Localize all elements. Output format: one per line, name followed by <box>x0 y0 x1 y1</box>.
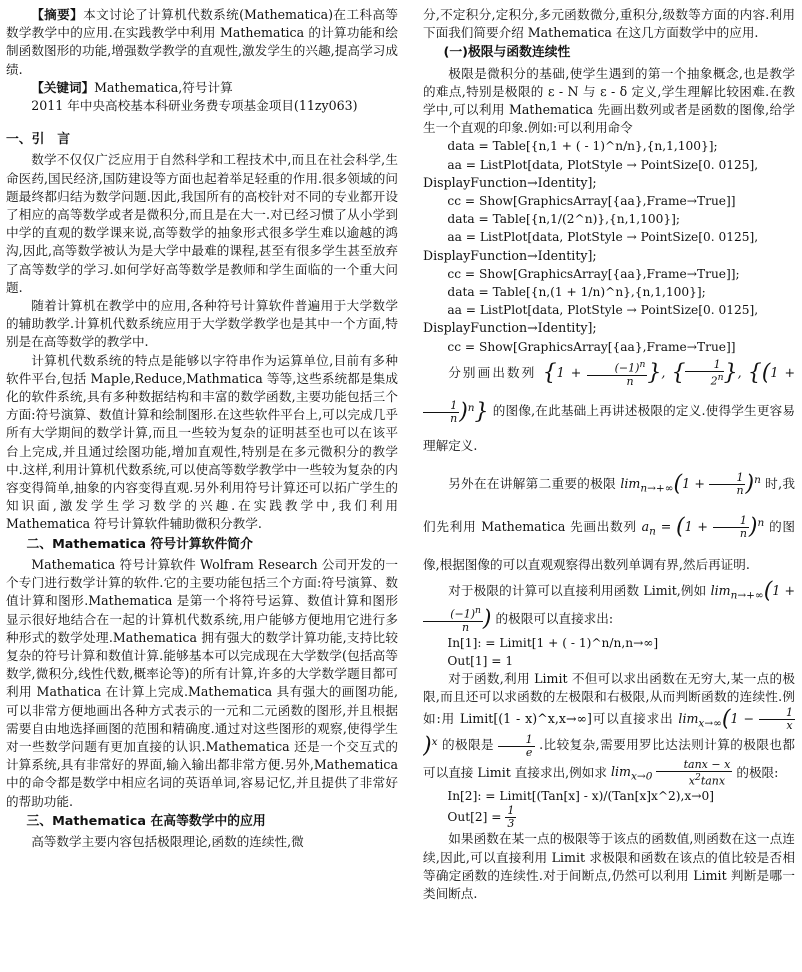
abstract-body: 本文讨论了计算机代数系统(Mathematica)在工科高等数学教学中的应用.在实践教学中利用 Mathematica 的计算功能和绘制函数图形的功能,增强数学教学的直观性,激发学生的兴趣,提高学习成绩. <box>6 7 398 77</box>
subsection-1-paragraph-1: 极限是微积分的基础,使学生遇到的第一个抽象概念,也是教学的难点,特别是极限的 ε - N 与 ε - δ 定义,学生理解比较困难.在教学中,可以利用 Mathematica 先画出数列或者是函数的图像,给学生一个直观的印象.例如:可以利用命令 <box>423 65 795 136</box>
code-line: data = Table[{n,1/(2^n)},{n,1,100}]; <box>447 212 680 227</box>
left-column <box>6 6 398 851</box>
important-limit-paragraph <box>423 463 795 582</box>
code-line: DisplayFunction→Identity]; <box>423 174 597 190</box>
abstract <box>6 6 398 79</box>
one-third-formula: $\frac{1}{3}$ <box>507 804 515 831</box>
code-line: aa = ListPlot[data, PlotStyle → PointSize[0. 0125], <box>447 230 759 245</box>
function-limit-formula: $\lim_{x\to\infty}(1$ − $\frac{1}{x}$ )$^x$ <box>423 705 793 758</box>
section-1-paragraph-2: 随着计算机在教学中的应用,各种符号计算软件普遍用于大学数学的辅助教学.计算机代数系统应用于大学数学教学也是其中一个方面,特别是在高等数学的教学中. <box>6 298 398 350</box>
code-line: aa = ListPlot[data, PlotStyle → PointSize[0. 0125], <box>447 157 759 172</box>
important-limit-text-c: 的图像,根据图像的可以直观观察得出数列单调有界,然后再证明. <box>423 518 795 573</box>
section-3-title: 三、Mathematica 在高等数学中的应用 <box>26 813 266 829</box>
section-3-paragraph-1: 高等数学主要内容包括极限理论,函数的连续性,微 <box>31 833 304 849</box>
one-over-e-formula: $\frac{1}{e}$ <box>498 738 534 753</box>
subsection-1-title: (一)极限与函数连续性 <box>443 45 571 61</box>
keywords-tag: 【关键词】 <box>31 79 95 95</box>
code-line: data = Table[{n,1 + ( - 1)^n/n},{n,1,100}]; <box>447 139 718 154</box>
section-2-title: 二、Mathematica 符号计算软件简介 <box>26 536 253 552</box>
right-column <box>423 6 795 903</box>
output-line <box>423 805 795 830</box>
keywords-body: Mathematica,符号计算 <box>94 79 233 95</box>
continued-paragraph: 分,不定积分,定积分,多元函数微分,重积分,级数等方面的内容.利用下面我们简要介绍 Mathematica 在这几方面数学中的应用. <box>423 7 795 41</box>
function-limit-paragraph <box>423 670 795 787</box>
function-limit-text-b: 的极限是 <box>441 737 495 753</box>
fund-note: 2011 年中央高校基本科研业务费专项基金项目(11zy063) <box>31 98 358 114</box>
important-limit-formula: $\lim_{n\to+\infty}(1$ + $\frac{1}{n}$ )$^n$ <box>620 471 761 498</box>
sequences-paragraph <box>423 356 795 463</box>
keywords <box>6 79 398 97</box>
lhopital-formula: $\lim_{x\to 0}$ $\frac{\tan x - x}{x^2\tan x}$ <box>610 757 731 788</box>
sequences-suffix: 的图像,在此基础上再讲述极限的定义.使得学生更容易理解定义. <box>423 403 795 454</box>
limit-calc-text-a: 对于极限的计算可以直接利用函数 Limit,例如 <box>448 583 707 599</box>
input-line: In[2]: = Limit[(Tan[x] - x)/(Tan[x]x^2),x→0] <box>447 789 715 804</box>
important-limit-text-b: 时,我们先利用 Mathematica 先画出数列 <box>423 476 795 534</box>
function-limit-text-a: 对于函数,利用 Limit 不但可以求出函数在无穷大,某一点的极限,而且还可以求函数的左极限和右极限,从而判断函数的连续性.例如:用 Limit[(1 - x)^x,x→∞]可以直接求出 <box>423 671 795 726</box>
code-line: cc = Show[GraphicsArray[{aa},Frame→True]] <box>447 339 736 354</box>
limit-example-formula: $\lim_{n\to+\infty}(1$ + $\frac{(-1)^n}{n}$ ) <box>423 583 795 626</box>
code-line: cc = Show[GraphicsArray[{aa},Frame→True]]; <box>447 266 740 281</box>
code-line: DisplayFunction→Identity]; <box>423 247 597 263</box>
important-limit-text-a: 另外在在讲解第二重要的极限 <box>448 476 617 492</box>
limit-calc-text-b: 的极限可以直接求出: <box>495 611 614 626</box>
section-2-paragraph-1: Mathematica 符号计算软件 Wolfram Research 公司开发的一个专门进行数学计算的软件.它的主要功能包括三个方面:符号演算、数值计算和图形.Mathematica 是第一个将符号运算、数值计算和图形显示很好地结合在一起的计算机代数系统,用户能够方便地用它进行多种形式的数学处理.Mathematica 拥有强大的数学计算功能,支持比较复杂的符号计算和数值计算.能够基本可以完成现在大学数学(包括高等数学,微积分,线性代数,概率论等)的所有计算,许多的大学数学题目都可利用 Mathatica 在计算上完成.Mathematica 具有强大的画图功能,可以非常方便地画出各种方式表示的一元和二元函数的图形,并且根据需要自由地选择画图的范围和精确度.通过对这些图形的观察,使得学生对一些数学问题有更加直接的认识.Mathematica 还是一个交互式的计算系统,具有非常好的界面,输入输出都非常方便.另外,Mathematica 中的命令都是数学中相应名词的英语单词,容易记忆,并且提供了非常好的帮助功能. <box>6 556 398 809</box>
limit-calc-paragraph <box>423 578 795 634</box>
abstract-tag: 【摘要】 <box>31 7 84 22</box>
code-line: aa = ListPlot[data, PlotStyle → PointSize[0. 0125], <box>447 303 759 318</box>
section-1-title: 一、引 言 <box>6 132 70 148</box>
output-line: Out[1] = 1 <box>447 654 514 669</box>
input-line: In[1]: = Limit[1 + ( - 1)^n/n,n→∞] <box>447 635 659 650</box>
section-1-paragraph-3: 计算机代数系统的特点是能够以字符串作为运算单位,目前有多种软件平台,包括 Maple,Reduce,Mathmatica 等等,这些系统都是集成化的软件系统,具有多种数据结构和丰富的数学函数,主要功能包括三个方面:符号演算、数值计算和绘制图形.在这些软件平台上,可以完成几乎所有大学期间的数学计算,而且一些较为复杂的证明甚至也可以在该平台上完成,并且通过绘图功能,增加直观性,特别是在多元微积分的教学中.这样,利用计算机代数系统,可以使高等数学教学中一些较为复杂的内容变得简单,抽象的内容变得直观.另外利用符号计算还可以拓广学生的知识面,激发学生学习数学的兴趣.在实践教学中,我们利用 Mathematica 符号计算软件辅助微积分教学. <box>6 352 398 532</box>
code-line: cc = Show[GraphicsArray[{aa},Frame→True]] <box>447 194 736 209</box>
sequence-an-formula: $a_n = (1$ + $\frac{1}{n}$ )$^n$ <box>641 513 765 540</box>
continuity-paragraph: 如果函数在某一点的极限等于该点的函数值,则函数在这一点连续,因此,可以直接利用 Limit 求极限和函数在该点的值比较是否相等确定函数的连续性.对于间断点,仍然可以利用 Limit 判断是哪一类间断点. <box>423 831 795 902</box>
code-line: data = Table[{n,(1 + 1/n)^n},{n,1,100}]; <box>447 285 706 300</box>
code-line: DisplayFunction→Identity]; <box>423 320 597 336</box>
output-label: Out[2] = <box>447 810 502 825</box>
sequences-prefix: 分别画出数列 <box>448 364 537 380</box>
function-limit-text-c: .比较复杂,需要用罗比达法则计算的极限也都可以直接 Limit 直接求出,例如求 <box>423 737 795 780</box>
sequences-formula: {1 + $\frac{(-1)^n}{n}$ }, { $\frac{1}{2^n}$ }, {(1 + $\frac{1}{n}$ )$^n$} <box>423 365 795 419</box>
section-1-paragraph-1: 数学不仅仅广泛应用于自然科学和工程技术中,而且在社会科学,生命医药,国民经济,国防建设等方面也起着举足轻重的作用.很多领域的问题最终都归结为数学问题.因此,我国所有的高校针对不同的专业都开设了相应的高等数学或者是微积分,而且是在大一.对已经习惯了从小学到中学的直观的数学课来说,高等数学的抽象形式很多学生难以逾越的鸿沟,因此,高等数学被认为是大学中最难的课程,甚至有很多学生甚至放弃了高等数学的学习.如何学好高等数学是教师和学生面临的一个重大问题. <box>6 152 398 295</box>
function-limit-text-d: 的极限: <box>736 764 779 780</box>
